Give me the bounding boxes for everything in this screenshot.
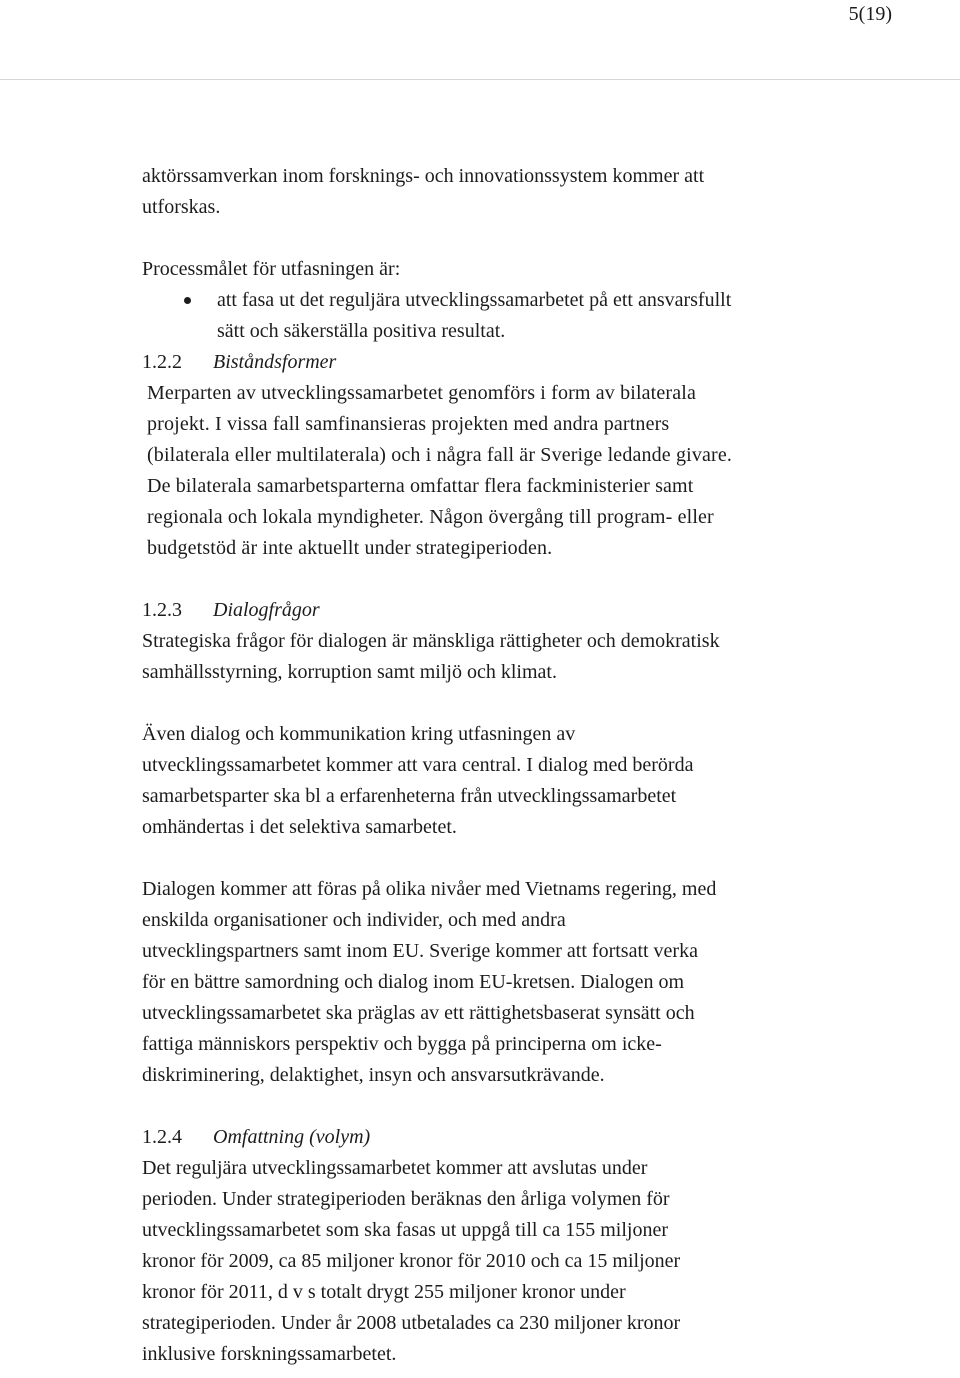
- body-line: utvecklingssamarbetet kommer att vara central. I dialog med berörda: [142, 754, 694, 776]
- section-124-body: [142, 1153, 862, 1370]
- section-heading-123: [142, 595, 862, 626]
- section-123-para-2: [142, 719, 862, 843]
- body-line: fattiga människors perspektiv och bygga på principerna om icke-: [142, 1033, 662, 1055]
- body-line: Även dialog och kommunikation kring utfasningen av: [142, 723, 576, 745]
- section-title: Dialogfrågor: [213, 599, 320, 621]
- section-number: 1.2.4: [142, 1126, 182, 1148]
- intro-continuation: [142, 161, 862, 223]
- body-line: strategiperioden. Under år 2008 utbetalades ca 230 miljoner kronor: [142, 1312, 681, 1334]
- page-number: 5(19): [848, 3, 892, 25]
- section-number: 1.2.2: [142, 351, 182, 373]
- section-title: Biståndsformer: [213, 351, 337, 373]
- body-line: regionala och lokala myndigheter. Någon övergång till program- eller: [147, 506, 714, 528]
- body-line: projekt. I vissa fall samfinansieras projekten med andra partners: [147, 413, 670, 435]
- section-122-body: [142, 378, 862, 564]
- document-body: [142, 161, 862, 1370]
- body-line: budgetstöd är inte aktuellt under strategiperioden.: [147, 537, 553, 559]
- body-line: utvecklingssamarbetet ska präglas av ett rättighetsbaserat synsätt och: [142, 1002, 695, 1024]
- body-line: utvecklingssamarbetet som ska fasas ut uppgå till ca 155 miljoner: [142, 1219, 668, 1241]
- body-line: De bilaterala samarbetsparterna omfattar flera fackministerier samt: [147, 475, 694, 497]
- list-item: [142, 285, 862, 347]
- section-number: 1.2.3: [142, 599, 182, 621]
- bullet-line: att fasa ut det reguljära utvecklingssamarbetet på ett ansvarsfullt: [217, 289, 732, 311]
- section-title: Omfattning (volym): [213, 1126, 371, 1148]
- body-line: utvecklingspartners samt inom EU. Sverige kommer att fortsatt verka: [142, 940, 698, 962]
- body-line: för en bättre samordning och dialog inom EU-kretsen. Dialogen om: [142, 971, 685, 993]
- body-line: Dialogen kommer att föras på olika nivåer med Vietnams regering, med: [142, 878, 717, 900]
- bullet-line: sätt och säkerställa positiva resultat.: [217, 320, 506, 342]
- section-heading-122: [142, 347, 862, 378]
- process-goal-label: Processmålet för utfasningen är:: [142, 258, 401, 280]
- body-line: (bilaterala eller multilaterala) och i några fall är Sverige ledande givare.: [147, 444, 732, 466]
- body-line: omhändertas i det selektiva samarbetet.: [142, 816, 457, 838]
- body-line: enskilda organisationer och individer, och med andra: [142, 909, 566, 931]
- process-goal-list: [142, 285, 862, 347]
- section-heading-124: [142, 1122, 862, 1153]
- body-line: Strategiska frågor för dialogen är mänskliga rättigheter och demokratisk: [142, 630, 720, 652]
- body-line: aktörssamverkan inom forsknings- och innovationssystem kommer att: [142, 165, 705, 187]
- body-line: kronor för 2011, d v s totalt drygt 255 miljoner kronor under: [142, 1281, 626, 1303]
- section-123-para-3: [142, 874, 862, 1091]
- body-line: perioden. Under strategiperioden beräknas den årliga volymen för: [142, 1188, 670, 1210]
- body-line: samarbetsparter ska bl a erfarenheterna från utvecklingssamarbetet: [142, 785, 677, 807]
- body-line: Det reguljära utvecklingssamarbetet kommer att avslutas under: [142, 1157, 648, 1179]
- bullet-icon: [184, 297, 191, 304]
- body-line: utforskas.: [142, 196, 221, 218]
- body-line: Merparten av utvecklingssamarbetet genomförs i form av bilaterala: [147, 382, 696, 404]
- section-123-para-1: [142, 626, 862, 688]
- body-line: kronor för 2009, ca 85 miljoner kronor för 2010 och ca 15 miljoner: [142, 1250, 681, 1272]
- body-line: diskriminering, delaktighet, insyn och ansvarsutkrävande.: [142, 1064, 605, 1086]
- body-line: inklusive forskningssamarbetet.: [142, 1343, 397, 1365]
- body-line: samhällsstyrning, korruption samt miljö och klimat.: [142, 661, 557, 683]
- header-divider: [0, 79, 960, 80]
